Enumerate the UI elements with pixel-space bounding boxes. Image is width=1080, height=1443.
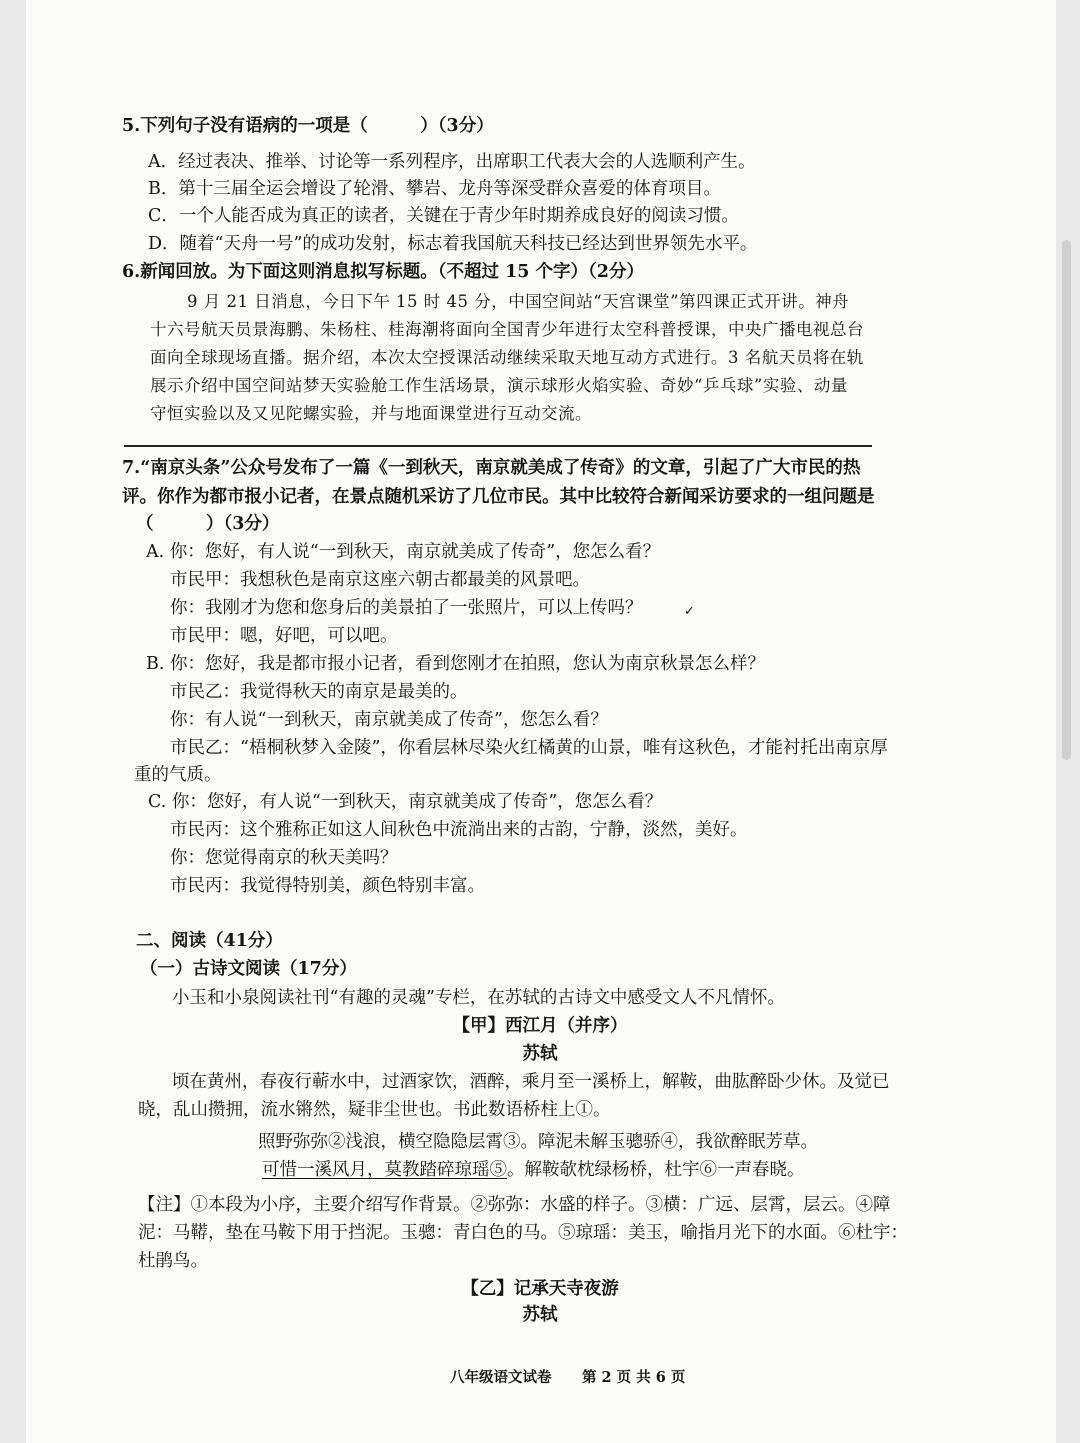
q6-news-line: 9 月 21 日消息，今日下午 15 时 45 分，中国空间站“天宫课堂”第四课正式开讲。神舟 xyxy=(187,292,850,311)
q5-option-c: C．一个人能否成为真正的读者，关键在于青少年时期养成良好的阅读习惯。 xyxy=(148,206,739,226)
q7-dialogue-line: 你：我刚才为您和您身后的美景拍了一张照片，可以上传吗？ xyxy=(170,598,643,618)
poem-line: 照野弥弥②浅浪，横空隐隐层霄③。障泥未解玉骢骄④，我欲醉眠芳草。 xyxy=(258,1132,818,1152)
poem-line-rest: 。解鞍欹枕绿杨桥，杜宇⑥一声春晓。 xyxy=(507,1160,805,1180)
q5-option-d: D．随着“天舟一号”的成功发射，标志着我国航天科技已经达到世界领先水平。 xyxy=(148,234,758,254)
note-line: 【注】①本段为小序，主要介绍写作背景。②弥弥：水盛的样子。③横：广远、层霄，层云。④障 xyxy=(138,1195,891,1215)
q6-news-line: 面向全球现场直播。据介绍，本次太空授课活动继续采取天地互动方式进行。3 名航天员将在轨 xyxy=(150,348,864,367)
section-heading: 二、阅读（41分） xyxy=(136,931,283,951)
preface-line: 晓，乱山攒拥，流水锵然，疑非尘世也。书此数语桥柱上①。 xyxy=(138,1100,611,1120)
q7-dialogue-line: 市民甲：嗯，好吧，可以吧。 xyxy=(170,626,398,646)
poem-yi-author: 苏轼 xyxy=(522,1305,558,1325)
q7-dialogue-line: A. 你：您好，有人说“一到秋天，南京就美成了传奇”，您怎么看？ xyxy=(146,542,661,562)
q6-news-line: 十六号航天员景海鹏、朱杨柱、桂海潮将面向全国青少年进行太空科普授课，中央广播电视总台 xyxy=(150,320,864,339)
preface-line: 顷在黄州，春夜行蕲水中，过酒家饮，酒醉，乘月至一溪桥上，解鞍，曲肱醉卧少休。及觉已 xyxy=(172,1072,890,1092)
note-line: 杜鹃鸟。 xyxy=(138,1251,208,1271)
q7-dialogue-line: 重的气质。 xyxy=(134,765,222,785)
q7-stem-line: （ ）（3分） xyxy=(136,514,280,534)
poem-underlined-phrase: 可惜一溪风月，莫教踏碎琼瑶⑤ xyxy=(262,1160,507,1180)
q5-option-a: A．经过表决、推举、讨论等一系列程序，出席职工代表大会的人选顺利产生。 xyxy=(148,152,756,172)
q6-stem: 6.新闻回放。为下面这则消息拟写标题。（不超过 15 个字）（2分） xyxy=(122,262,644,282)
poem-jia-author: 苏轼 xyxy=(522,1044,558,1064)
q5-stem: 5.下列句子没有语病的一项是（ ）（3分） xyxy=(122,116,494,136)
q5-option-b: B．第十三届全运会增设了轮滑、攀岩、龙舟等深受群众喜爱的体育项目。 xyxy=(148,179,721,199)
q7-dialogue-line: 市民丙：这个雅称正如这人间秋色中流淌出来的古韵，宁静，淡然，美好。 xyxy=(170,820,748,840)
poem-yi-title: 【乙】记承天寺夜游 xyxy=(461,1279,619,1299)
poem-jia-title: 【甲】西江月（并序） xyxy=(452,1016,628,1036)
q6-news-line: 展示介绍中国空间站梦天实验舱工作生活场景，演示球形火焰实验、奇妙“乒乓球”实验、动量 xyxy=(150,376,848,395)
q7-stem-line: 评。你作为都市报小记者，在景点随机采访了几位市民。其中比较符合新闻采访要求的一组问题是 xyxy=(122,487,875,507)
q7-dialogue-line: 市民甲：我想秋色是南京这座六朝古都最美的风景吧。 xyxy=(170,570,590,590)
handwritten-mark: ✓ xyxy=(684,604,695,619)
q7-dialogue-line: 市民乙：“梧桐秋梦入金陵”，你看层林尽染火红橘黄的山景，唯有这秋色，才能衬托出南京厚 xyxy=(170,738,888,758)
q7-dialogue-line: B. 你：您好，我是都市报小记者，看到您刚才在拍照，您认为南京秋景怎么样？ xyxy=(146,654,765,674)
q7-dialogue-line: 你：有人说“一到秋天，南京就美成了传奇”，您怎么看？ xyxy=(170,710,608,730)
scrollbar[interactable] xyxy=(1062,240,1071,760)
q7-dialogue-line: 市民丙：我觉得特别美，颜色特别丰富。 xyxy=(170,876,485,896)
note-line: 泥：马鞯，垫在马鞍下用于挡泥。玉骢：青白色的马。⑤琼瑶：美玉，喻指月光下的水面。⑥杜宇： xyxy=(138,1223,908,1243)
subsection-heading: （一）古诗文阅读（17分） xyxy=(140,959,357,979)
poem-line xyxy=(262,1162,805,1180)
reading-intro: 小玉和小泉阅读社刊“有趣的灵魂”专栏，在苏轼的古诗文中感受文人不凡情怀。 xyxy=(172,988,785,1008)
q7-dialogue-line: 你：您觉得南京的秋天美吗？ xyxy=(170,848,398,868)
footer-page-number: 第 2 页 共 6 页 xyxy=(582,1369,686,1386)
q7-dialogue-line: 市民乙：我觉得秋天的南京是最美的。 xyxy=(170,682,468,702)
q7-stem-line: 7.“南京头条”公众号发布了一篇《一到秋天，南京就美成了传奇》的文章，引起了广大市民的热 xyxy=(122,458,861,478)
q6-news-line: 守恒实验以及又见陀螺实验，并与地面课堂进行互动交流。 xyxy=(150,404,592,423)
q7-dialogue-line: C. 你：您好，有人说“一到秋天，南京就美成了传奇”，您怎么看？ xyxy=(148,792,663,812)
footer-exam-title: 八年级语文试卷 xyxy=(450,1369,552,1386)
answer-line xyxy=(124,445,872,447)
